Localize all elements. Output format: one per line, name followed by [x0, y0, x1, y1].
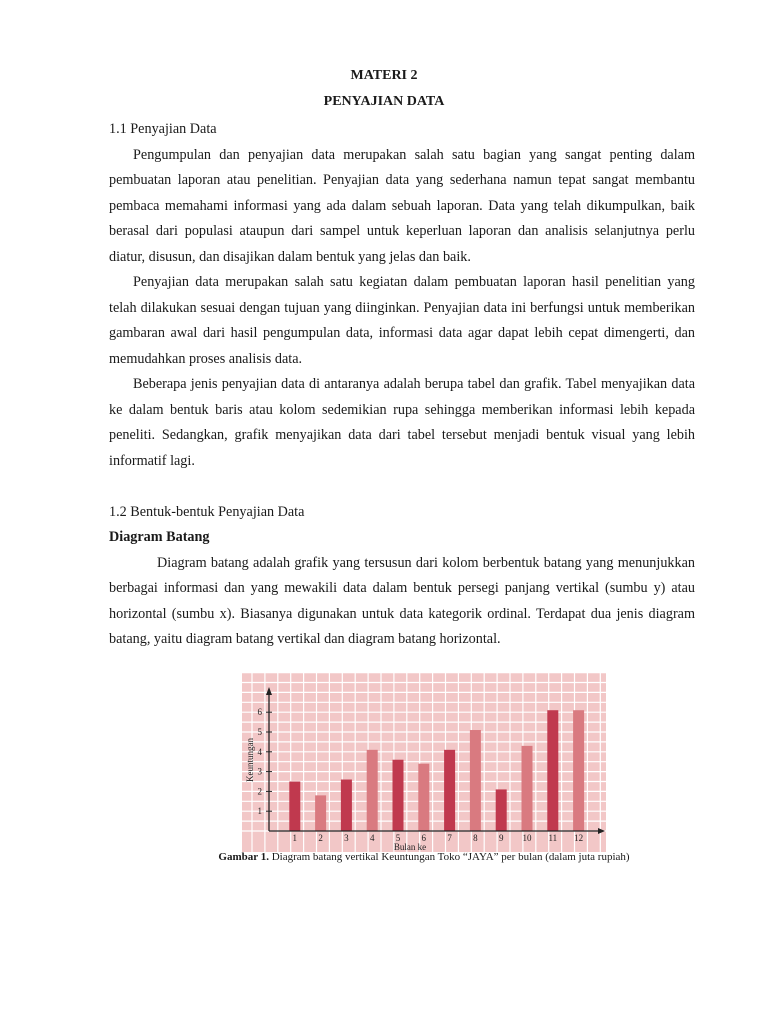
x-tick-label-7: 7	[447, 833, 452, 843]
y-tick-label-6: 6	[257, 707, 262, 718]
figure-caption-text: Diagram batang vertikal Keuntungan Toko “JAYA” per bulan (dalam juta rupiah)	[271, 851, 630, 863]
x-tick-label-4: 4	[369, 833, 375, 843]
x-tick-label-6: 6	[421, 833, 427, 843]
x-tick-label-8: 8	[473, 833, 478, 843]
bar-10	[522, 746, 533, 831]
y-tick-label-3: 3	[257, 766, 262, 777]
x-axis-label: Bulan ke	[393, 842, 427, 852]
bar-3	[341, 780, 352, 831]
bar-4	[367, 750, 378, 831]
x-tick-label-10: 10	[522, 833, 532, 843]
bar-2	[315, 795, 326, 831]
bar-7	[444, 750, 455, 831]
section2-subheading: Diagram Batang	[109, 529, 210, 545]
figure-caption	[0, 851, 768, 863]
section-gap	[109, 474, 695, 500]
section2-paragraph: Diagram batang adalah grafik yang tersusun dari kolom berbentuk batang yang menunjukkan berbagai informasi dan yang mewakili data dalam bentuk persegi panjang vertikal (sumbu y) atau horizontal (sumbu x). Biasanya digunakan untuk data kategorik ordinal. Terdapat dua jenis diagram batang, yaitu diagram batang vertikal dan diagram batang horizontal.	[109, 554, 695, 647]
bar-9	[496, 789, 507, 831]
x-tick-label-9: 9	[498, 833, 504, 843]
section2-heading: 1.2 Bentuk-bentuk Penyajian Data	[109, 503, 305, 520]
document-title: MATERI 2	[350, 68, 418, 83]
bar-5	[393, 760, 404, 831]
y-tick-label-1: 1	[257, 806, 262, 817]
y-tick-label-2: 2	[257, 786, 262, 797]
x-tick-label-11: 11	[548, 833, 558, 843]
section1-heading: 1.1 Penyajian Data	[109, 121, 217, 137]
bar-chart-figure	[242, 672, 606, 852]
y-tick-label-5: 5	[257, 727, 262, 737]
figure-caption-label: Gambar 1.	[218, 851, 269, 863]
bar-1	[289, 782, 300, 832]
document-subtitle: PENYAJIAN DATA	[323, 94, 445, 109]
x-tick-label-3: 3	[344, 833, 349, 843]
section1-paragraph-1: Pengumpulan dan penyajian data merupakan salah satu bagian yang sangat penting dalam pembuatan laporan atau penelitian. Penyajian data yang sederhana namun tepat sangat membantu pembaca memahami informasi yang ada dalam sebuah laporan. Data yang telah dikumpulkan, baik berasal dari populasi ataupun dari sampel untuk keperluan laporan dan analisis selanjutnya perlu diatur, disusun, dan disajikan dalam bentuk yang jelas dan baik.	[109, 146, 695, 265]
bar-8	[470, 730, 481, 831]
document-body	[109, 117, 695, 653]
section1-paragraph-2: Penyajian data merupakan salah satu kegiatan dalam pembuatan laporan hasil penelitian yang telah dilakukan sesuai dengan tujuan yang diinginkan. Penyajian data ini berfungsi untuk memberikan gambaran awal dari hasil pengumpulan data, informasi data agar dapat lebih cepat dimengerti, dan memudahkan proses analisis data.	[109, 274, 695, 367]
x-tick-label-2: 2	[318, 833, 323, 843]
bar-12	[573, 710, 584, 831]
section1-paragraph-3: Beberapa jenis penyajian data di antaranya adalah berupa tabel dan grafik. Tabel menyajikan data ke dalam bentuk baris atau kolom sedemikian rupa sehingga memberikan informasi lebih kepada peneliti. Sedangkan, grafik menyajikan data dari tabel tersebut menjadi bentuk visual yang lebih informatif lagi.	[109, 376, 695, 469]
bar-11	[547, 710, 558, 831]
y-tick-label-4: 4	[257, 746, 262, 757]
bar-chart	[242, 672, 606, 852]
bar-6	[418, 764, 429, 831]
x-tick-label-12: 12	[574, 833, 584, 843]
x-tick-label-5: 5	[395, 833, 401, 843]
x-tick-label-1: 1	[292, 833, 298, 843]
y-axis-label: Keuntungan	[245, 738, 255, 782]
